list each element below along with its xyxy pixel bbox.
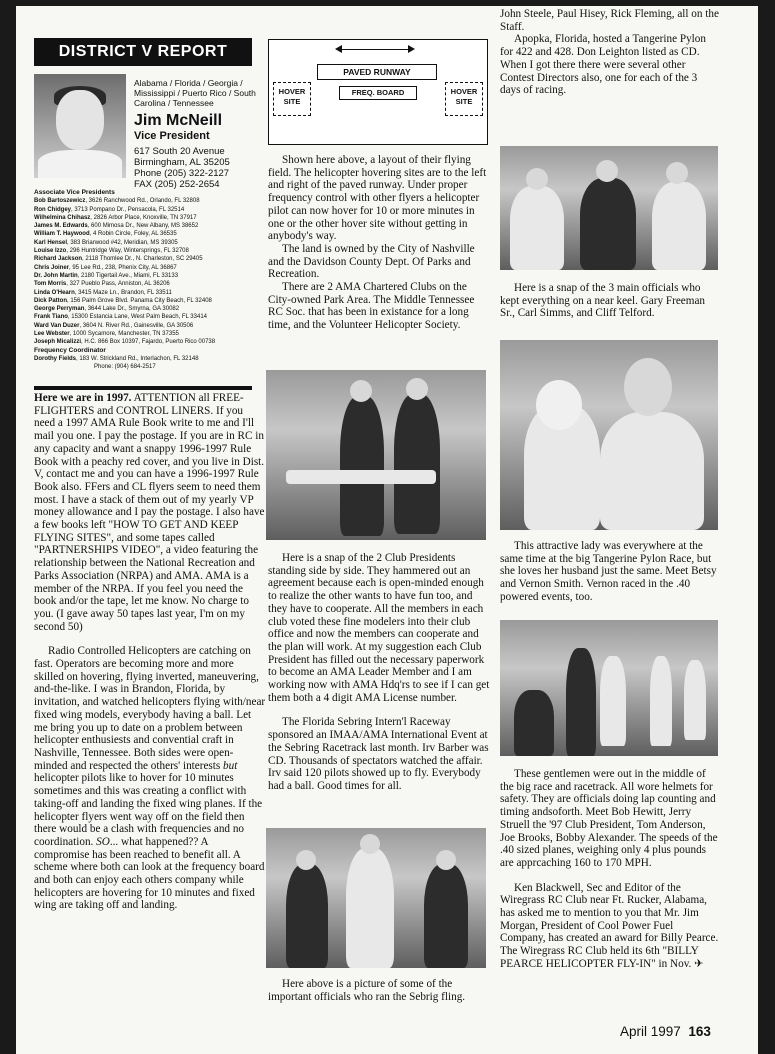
hover-site-left: HOVER SITE [273, 82, 311, 116]
race-officials-photo [500, 620, 718, 756]
list-item: Dorothy Fields, 183 W. Strickland Rd., Interlachon, FL 32148 [34, 355, 199, 362]
column-3-caption-3: These gentlemen were out in the middle of the big race and racetrack. All wore helmets for safety. They are officials doing lap counting and timing andsoforth. Meet Bob Hewitt, Jerry Struell the '97 Club President, Tom Anderson, Joe Brooks, Bobby Alexander. The speeds of the .40 sized planes, weighing only 4 plus pounds are apprcaching 160 to 170 MPH. Ken Blackwell, Sec and Editor of the Wiregrass RC Club near Ft. Rucker, Alabama, has asked me to mention to you that Mr. Jim Morgan, President of Cool Power Fuel Company, has created an award for Billy Pearce. The Wiregrass RC Club held its 6th "BILLY PEARCE HELICOPTER FLY-IN" in Nov. ✈ [500, 768, 719, 970]
list-item: Richard Jackson, 2118 Thomlee Dr., N. Charleston, SC 29405 [34, 256, 203, 263]
list-item: Dick Patton, 156 Palm Grove Blvd. Panama City Beach, FL 32408 [34, 297, 212, 304]
magazine-page [16, 6, 758, 1054]
list-item: Louise Izzo, 296 Huntridge Way, Wintersprings, FL 32708 [34, 248, 189, 255]
list-item: Joseph Micalizzi, H.C. 866 Box 10397, Fajardo, Puerto Rico 00738 [34, 339, 216, 346]
list-item: Linda O'Hearn, 3415 Maze Ln., Brandon, FL 33511 [34, 289, 172, 296]
list-item: Ward Van Duzer, 3604 N. River Rd., Gainesville, GA 30506 [34, 322, 194, 329]
sebring-officials-photo [266, 828, 486, 968]
column-1-text: Here we are in 1997. ATTENTION all FREE-FLIGHTERS and CONTROL LINERS. If you need a 1997 AMA Rule Book write to me and I'll mail you one. I pay the postage. If you are in RC in any capacity and want a snappy 1996-1997 Rule Book with a peachy red cover, and you live in Dist. V, contact me and you can have a 1996-1997 Rule Book also. FFers and CL flyers seem to need them most. I have a stack of them out of my yearly VP money allowance and I pay the postage. I also have a few books left "HOW TO GET AND KEEP FLYING SITES", and some tapes called "PARTNERSHIPS VIDEO", a video featuring the relationship between the National Recreation and Parks Association (NRPA) and AMA. AMA is a member of the NRPA. If you feel you need the book and/or the tape, let me know. No charge to you. (I gave away 50 tapes last year, I'm on my second 50) Radio Controlled Helicopters are catching on fast. Operators are becoming more and more skilled on hovering, flying inverted, maneuvering, and-the-like. I was in Brandon, Florida, by invitation, and watched helicopters flying with/near fixed wing models, everybody having a ball. Let me bring you up to date on a problem between helicopter enthusiests and convential craft in Nashville, Tennessee. Both sides were open-minded and respected the others' interests but helicopter pilots like to hover for 10 minutes sometimes and this was creating a conflict with taking-off and landing the fixed wing planes. If the helicopter flyers went way off on the field then there would be a clash with frequencies and no coordination. SO... what happened?? A compromise has been reached to benefit all. A scheme where both can look at the frequency board and both can enjoy each others company while helicopters are hovering for 10 minutes and fixed wing are taking off and landing. [34, 392, 266, 912]
vp-address: 617 South 20 Avenue Birmingham, AL 35205 Phone (205) 322-2127 FAX (205) 252-2654 [134, 146, 230, 190]
column-3-caption-1: Here is a snap of the 3 main officials who kept everything on a near keel. Gary Freeman Sr., Carl Simms, and Cliff Telford. [500, 282, 706, 320]
runway-arrow-icon [337, 49, 413, 50]
list-item: George Perryman, 3644 Lake Dr., Smyrna, GA 30082 [34, 306, 180, 313]
list-item: Dr. John Martin, 2180 Tigertail Ave., Miami, FL 33133 [34, 272, 179, 279]
district-states: Alabama / Florida / Georgia / Mississippi / Puerto Rico / South Carolina / Tennessee [134, 78, 256, 108]
list-item: Ron Chidgey, 3713 Pompano Dr., Pensacola, FL 32514 [34, 206, 185, 213]
list-item: Karl Hensel, 383 Briarwood #42, Meridian, MS 39305 [34, 239, 178, 246]
vp-name: Jim McNeill [134, 112, 223, 129]
three-officials-photo [500, 146, 718, 270]
column-2-text-top: Shown here above, a layout of their flying field. The helicopter hovering sites are to the left and right of the paved runway. Under proper frequency control with other flyers a helicopter pilot can now hover for 10 or more minutes in one or the other hover site without getting in anybody's way. The land is owned by the City of Nashville and the Davidson County Dept. Of Parks and Recreation. There are 2 AMA Chartered Clubs on the City-owned Park Area. The Middle Tennessee RC Soc. that has been in existance for a long time, and the Volunteer Helicopter Society. [268, 154, 487, 332]
freq-board-box: FREQ. BOARD [339, 86, 417, 100]
divider [34, 386, 252, 390]
list-item: Wilhelmina Chihasz, 2826 Arbor Place, Knoxville, TN 37917 [34, 214, 197, 221]
list-item: William T. Haywood, 4 Robin Circle, Foley, AL 36535 [34, 231, 177, 238]
page-footer: April 1997 163 [620, 1024, 711, 1039]
section-banner: DISTRICT V REPORT [34, 38, 252, 66]
vp-portrait-photo [34, 74, 126, 178]
column-2-text-mid: Here is a snap of the 2 Club Presidents standing side by side. They hammered out an agreement because each is open-minded enough to realize the other wants to have fun too, and they have to cooperate. All the members in each club voted these fine modelers into their club office and now the members can cooperate and the plan will work. At my suggestion each Club President has filled out the necessary paperwork to become an AMA Leader Member and I am working now with AMA Hdq'rs to see if I can get them both a 4 digit AMA License number. The Florida Sebring Intern'l Raceway sponsored an IMAA/AMA International Event at the Sebring Racetrack last month. Irv Barber was CD. Thousands of spectators watched the affair. Irv said 120 pilots showed up to fly. Everybody had a ball. Good times for all. [268, 552, 490, 792]
betsy-vernon-photo [500, 340, 718, 530]
hover-site-right: HOVER SITE [445, 82, 483, 116]
vp-title: Vice President [134, 130, 210, 142]
flying-field-diagram [268, 39, 488, 145]
list-item: Frank Tiano, 15300 Estancia Lane, West Palm Beach, FL 33414 [34, 314, 207, 321]
associate-vp-list: Associate Vice Presidents Bob Bartoszewicz, 3626 Ranchwood Rd., Orlando, FL 32808 Ron Chidgey, 3713 Pompano Dr., Pensacola, FL 32514 Wilhelmina Chihasz, 2826 Arbor Place, Knoxville, TN 37917 James M. Edwards, 600 Mimosa Dr., New Albany, MS 38652 William T. Haywood, 4 Robin Circle, Foley, AL 36535 Karl Hensel, 383 Briarwood #42, Meridian, MS 39305 Louise Izzo, 296 Huntridge Way, Wintersprings, FL 32708 Richard Jackson, 2118 Thomlee Dr., N. Charleston, SC 29405 Chris Joiner, 95 Lee Rd., 238, Phenix City, AL 36867 Dr. John Martin, 2180 Tigertail Ave., Miami, FL 33133 Tom Morris, 327 Pueblo Pass, Anniston, AL 36206 Linda O'Hearn, 3415 Maze Ln., Brandon, FL 33511 Dick Patton, 156 Palm Grove Blvd. Panama City Beach, FL 32408 George Perryman, 3644 Lake Dr., Smyrna, GA 30082 Frank Tiano, 15300 Estancia Lane, West Palm Beach, FL 33414 Ward Van Duzer, 3604 N. River Rd., Gainesville, GA 30506 Lee Webster, 1000 Sycamore, Manchester, TN 37355 Joseph Micalizzi, H.C. 866 Box 10397, Fajardo, Puerto Rico 00738 Frequency Coordinator Dorothy Fields, 183 W. Strickland Rd., Interlachon, FL 32148 Phone: (904) 684-2517 [34, 189, 266, 372]
paved-runway-box: PAVED RUNWAY [317, 64, 437, 80]
list-item: Lee Webster, 1000 Sycamore, Manchester, TN 37355 [34, 331, 179, 338]
column-3-text-top: John Steele, Paul Hisey, Rick Fleming, all on the Staff. Apopka, Florida, hosted a Tangerine Pylon for 422 and 428. Don Leighton listed as CD. When I got there there were several other Contest Directors also, one for each of the 3 days of racing. [500, 8, 719, 97]
club-presidents-photo [266, 370, 486, 540]
column-2-caption: Here above is a picture of some of the important officials who ran the Sebrig fling. [268, 978, 466, 1003]
list-item: Chris Joiner, 95 Lee Rd., 238, Phenix City, AL 36867 [34, 264, 177, 271]
list-item: Bob Bartoszewicz, 3626 Ranchwood Rd., Orlando, FL 32808 [34, 198, 200, 205]
list-item: Tom Morris, 327 Pueblo Pass, Anniston, AL 36206 [34, 281, 170, 288]
list-item: James M. Edwards, 600 Mimosa Dr., New Albany, MS 38652 [34, 223, 199, 230]
column-3-caption-2: This attractive lady was everywhere at the same time at the big Tangerine Pylon Race, but she loves her husband just the same. Meet Betsy and Vernon Smith. Vernon raced in the .40 powered events, too. [500, 540, 717, 603]
